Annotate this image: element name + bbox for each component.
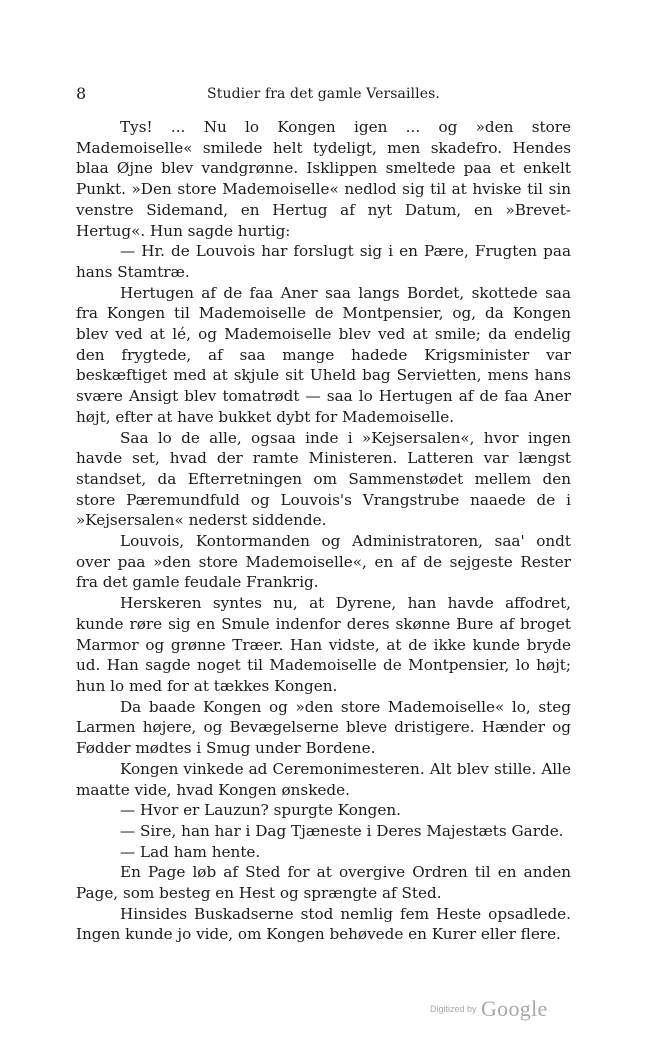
paragraph: Saa lo de alle, ogsaa inde i »Kejsersalen«, hvor ingen havde set, hvad der ramte Ministeren. Latteren var længst standset, da Efterretningen om Sammenstødet mellem den store Pæremundfuld og Louvois's Vrangstrube naaede de i »Kejsersalen« nederst siddende. — [76, 428, 571, 530]
digitized-by-label: Digitized by — [430, 1004, 477, 1014]
paragraph: Herskeren syntes nu, at Dyrene, han havde affodret, kunde røre sig en Smule indenfor deres skønne Bure af broget Marmor og grønne Træer. Han vidste, at de ikke kunde bryde ud. Han sagde noget til Mademoiselle de Montpensier, lo højt; hun lo med for at tækkes Kongen. — [76, 594, 571, 695]
paragraph: — Hr. de Louvois har forslugt sig i en Pære, Frugten paa hans Stamtræ. — [76, 242, 571, 281]
paragraph: — Hvor er Lauzun? spurgte Kongen. — [120, 801, 401, 820]
paragraph: — Lad ham hente. — [120, 842, 261, 861]
paragraph: Tys! ... Nu lo Kongen igen ... og »den store Mademoiselle« smilede helt tydeligt, men skadefro. Hendes blaa Øjne blev vandgrønne. Isklippen smeltede paa et enkelt Punkt. »Den store Mademoiselle« nedlod sig til at hviske til sin venstre Sidemand, en Hertug af nyt Datum, en »Brevet-Hertug«. Hun sagde hurtig: — [76, 118, 571, 240]
digitized-watermark — [430, 996, 548, 1022]
paragraph: Kongen vinkede ad Ceremonimesteren. Alt blev stille. Alle maatte vide, hvad Kongen ønskede. — [76, 759, 571, 799]
google-logo: Google — [480, 996, 548, 1021]
running-title: Studier fra det gamle Versailles. — [207, 86, 440, 102]
body-text — [76, 117, 571, 945]
paragraph: Louvois, Kontormanden og Administratoren, saa' ondt over paa »den store Mademoiselle«, en af de sejgeste Rester fra det gamle feudale Frankrig. — [76, 532, 571, 592]
paragraph: Hertugen af de faa Aner saa langs Bordet, skottede saa fra Kongen til Mademoiselle de Montpensier, og, da Kongen blev ved at lé, og Mademoiselle blev ved at smile; da endelig den frygtede, af saa mange hadede Krigsminister var beskæftiget med at skjule sit Uheld bag Servietten, mens hans svære Ansigt blev tomatrødt — saa lo Hertugen af de faa Aner højt, efter at have bukket dybt for Mademoiselle. — [76, 283, 571, 426]
page-number: 8 — [76, 84, 87, 103]
paragraph: Da baade Kongen og »den store Mademoiselle« lo, steg Larmen højere, og Bevægelserne bleve dristigere. Hænder og Fødder mødtes i Smug under Bordene. — [76, 697, 571, 758]
paragraph: En Page løb af Sted for at overgive Ordren til en anden Page, som besteg en Hest og sprængte af Sted. — [76, 863, 571, 903]
paragraph: — Sire, han har i Dag Tjæneste i Deres Majestæts Garde. — [120, 821, 564, 840]
paragraph: Hinsides Buskadserne stod nemlig fem Heste opsadlede. Ingen kunde jo vide, om Kongen behøvede en Kurer eller flere. — [76, 904, 571, 944]
